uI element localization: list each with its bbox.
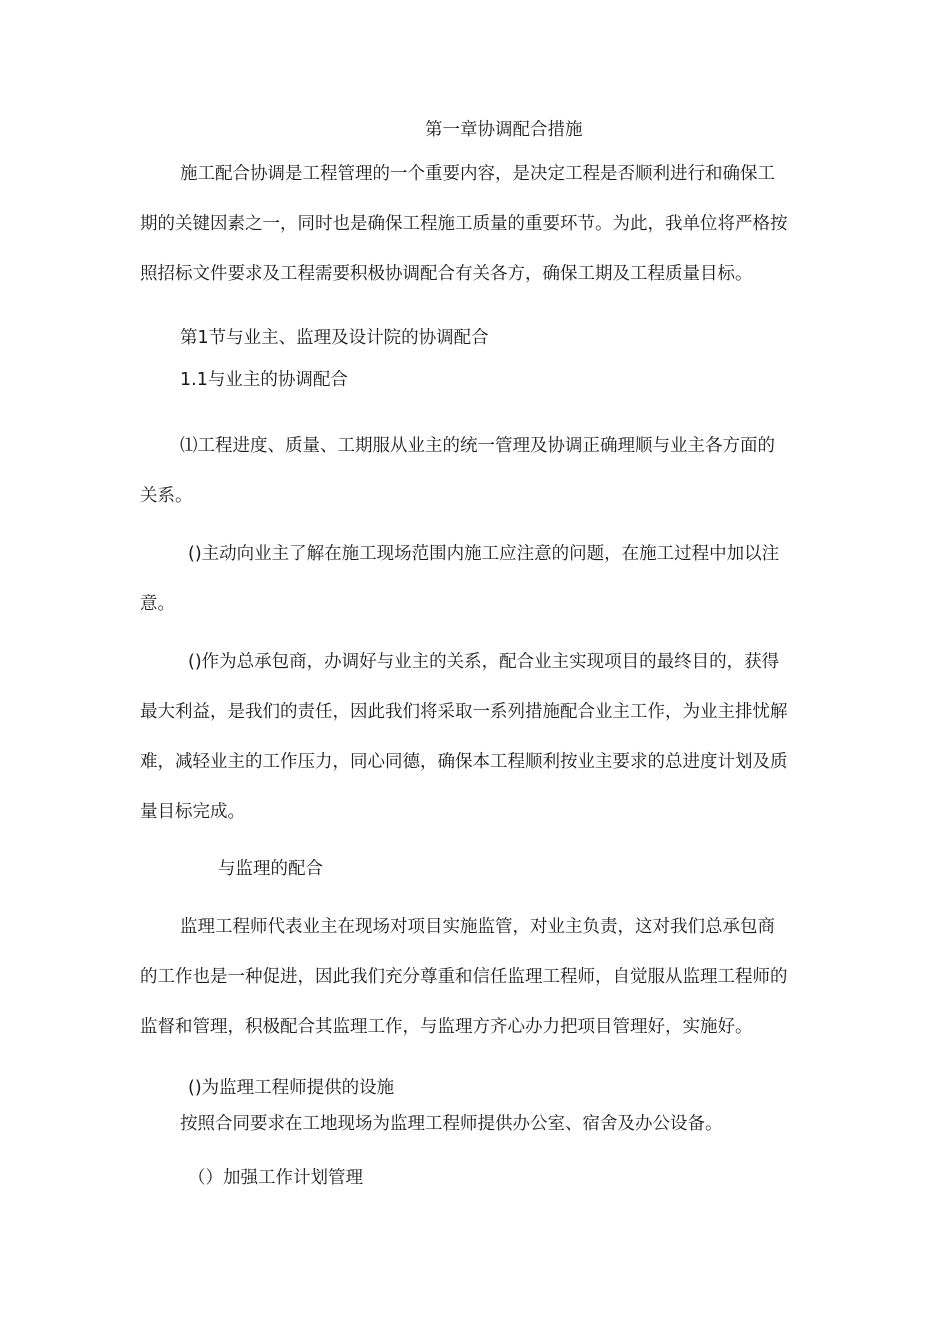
item-1-line-1: ⑴工程进度、质量、工期服从业主的统一管理及协调正确理顺与业主各方面的 — [180, 436, 775, 456]
item-2-line-2: 意。 — [140, 594, 175, 614]
facilities-heading: ()为监理工程师提供的设施 — [188, 1078, 395, 1098]
intro-line-2: 期的关键因素之一，同时也是确保工程施工质量的重要环节。为此，我单位将严格按 — [140, 214, 788, 234]
subsection-1-1-title: 1.1与业主的协调配合 — [180, 370, 348, 390]
item-3-line-2: 最大利益，是我们的责任，因此我们将采取一系列措施配合业主工作，为业主排忧解 — [140, 702, 788, 722]
supervision-line-2: 的工作也是一种促进，因此我们充分尊重和信任监理工程师，自觉服从监理工程师的 — [140, 967, 788, 987]
section-1-title: 第1节与业主、监理及设计院的协调配合 — [180, 328, 489, 348]
supervision-line-1: 监理工程师代表业主在现场对项目实施监管，对业主负责，这对我们总承包商 — [180, 917, 775, 937]
supervision-line-3: 监督和管理，积极配合其监理工作，与监理方齐心办力把项目管理好，实施好。 — [140, 1017, 753, 1037]
supervision-heading: 与监理的配合 — [218, 859, 323, 879]
item-3-line-1: ()作为总承包商，办调好与业主的关系，配合业主实现项目的最终目的，获得 — [188, 652, 780, 672]
item-3-line-3: 难，减轻业主的工作压力，同心同德，确保本工程顺利按业主要求的总进度计划及质 — [140, 752, 788, 772]
item-2-line-1: ()主动向业主了解在施工现场范围内施工应注意的问题，在施工过程中加以注 — [188, 544, 780, 564]
intro-line-3: 照招标文件要求及工程需要积极协调配合有关各方，确保工期及工程质量目标。 — [140, 264, 753, 284]
item-1-line-2: 关系。 — [140, 486, 193, 506]
facilities-text: 按照合同要求在工地现场为监理工程师提供办公室、宿舍及办公设备。 — [180, 1114, 723, 1134]
intro-line-1: 施工配合协调是工程管理的一个重要内容，是决定工程是否顺利进行和确保工 — [180, 164, 775, 184]
item-3-line-4: 量目标完成。 — [140, 802, 245, 822]
work-plan-heading: （）加强工作计划管理 — [188, 1168, 363, 1188]
chapter-title: 第一章协调配合措施 — [425, 120, 583, 140]
